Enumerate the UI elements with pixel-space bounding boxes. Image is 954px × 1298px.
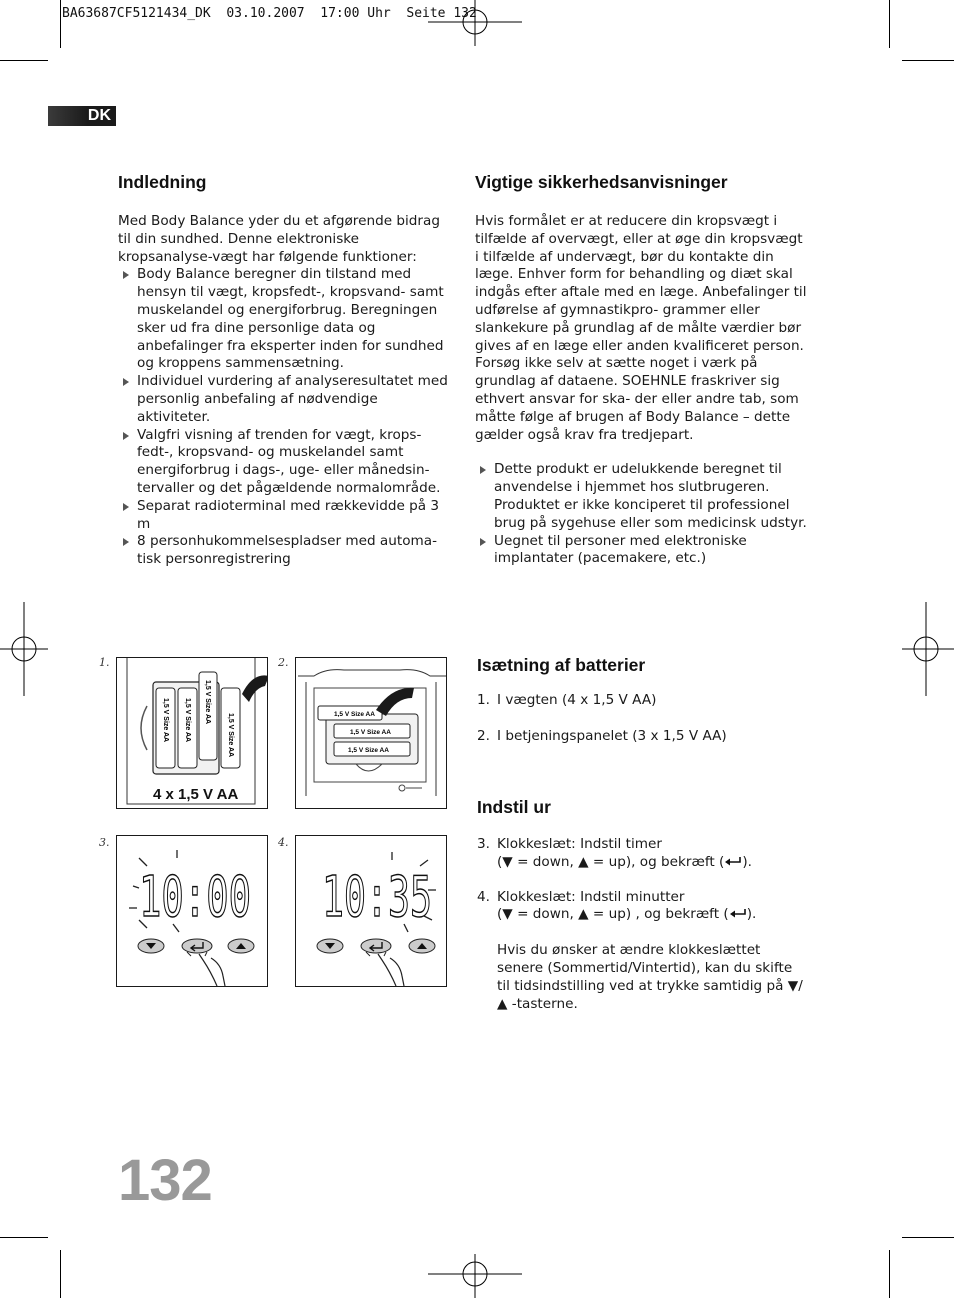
battery-label: 1,5 V Size AA <box>162 698 169 743</box>
clock-time-display: 10:00 <box>139 865 251 930</box>
panel-battery-illustration <box>296 658 446 808</box>
list-item: 8 personhukommelsespladser med automa- tisk personregistrering <box>118 533 448 569</box>
intro-section <box>118 172 448 569</box>
list-item: 2. I betjeningspanelet (3 x 1,5 V AA) <box>477 727 727 744</box>
clock-display-illustration <box>296 836 446 986</box>
safety-title: Vigtige sikkerhedsanvisninger <box>475 172 728 192</box>
scale-battery-illustration <box>117 658 267 808</box>
clock-note: Hvis du ønsker at ændre klokkeslættet senere (Sommertid/Vintertid), kan du skifte til tidsindstilling ved at trykke samtidig på <box>497 942 793 994</box>
battery-label: 1,5 V Size AA <box>334 711 375 718</box>
crop-mark <box>889 1250 890 1298</box>
clock-steps <box>477 836 807 1013</box>
battery-label: 1,5 V Size AA <box>184 698 191 743</box>
enter-icon <box>724 856 742 866</box>
clock-title: Indstil ur <box>477 797 551 817</box>
safety-body: Hvis formålet er at reducere din kropsvægt i tilfælde af overvægt, eller at øge din kropsvægt i tilfælde af undervægt, bør du kontakte din læge. Enhver form for behandling og diæt skal indgås efter aftale med en læge. Anbefalinger til udførelse af gymnastikpro- grammer eller slankekure på grundlag af de målte værdier bør gives af en læge eller anden kvalificeret person. Forsøg ikke selv at sætte noget i værk på grundlag af dataene. SOEHNLE fraskriver sig ethvert ansvar for ska- der eller andre tab, som måtte følge af brugen af Body Balance – dette gælder også krav fra tredjepart. <box>475 213 807 443</box>
battery-label: 1,5 V Size AA <box>227 713 234 758</box>
intro-lead: Med Body Balance yder du et afgørende bidrag til din sundhed. Denne elektroniske kropsanalyse-vægt har følgende funktioner: <box>118 213 440 265</box>
safety-section <box>475 172 807 568</box>
figure-label-1: 1. <box>99 656 110 669</box>
clock-section <box>477 797 807 1013</box>
batteries-title: Isætning af batterier <box>477 655 646 675</box>
crop-mark <box>0 1237 48 1238</box>
list-item: 1. I vægten (4 x 1,5 V AA) <box>477 692 657 708</box>
safety-list <box>475 461 807 568</box>
batteries-section <box>477 655 807 746</box>
crop-mark <box>902 1237 954 1238</box>
figure-panel-batteries <box>295 657 447 809</box>
page-number: 132 <box>118 1148 212 1213</box>
battery-label: 1,5 V Size AA <box>350 729 391 736</box>
figure-label-4: 4. <box>278 836 289 849</box>
battery-label: 1,5 V Size AA <box>348 747 389 754</box>
registration-mark-left <box>0 602 48 696</box>
list-item: 3. Klokkeslæt: Indstil timer (▼ = down, ▲ = up), og bekræft ( ). <box>477 836 752 870</box>
registration-mark-top <box>428 0 522 48</box>
clock-display-illustration <box>117 836 267 986</box>
battery-label: 1,5 V Size AA <box>204 680 211 725</box>
batteries-steps <box>477 692 807 746</box>
enter-icon <box>729 908 747 918</box>
registration-mark-bottom <box>428 1252 522 1298</box>
crop-mark <box>889 0 890 48</box>
figure-caption: 4 x 1,5 V AA <box>153 786 239 803</box>
print-header: BA63687CF5121434_DK 03.10.2007 17:00 Uhr Seite 132 <box>62 6 477 21</box>
figure-label-2: 2. <box>278 656 289 669</box>
language-badge <box>48 106 116 126</box>
list-item: Individuel vurdering af analyseresultatet med personlig anbefaling af nødvendige aktiviteter. <box>118 373 448 426</box>
figure-scale-batteries <box>116 657 268 809</box>
crop-mark <box>60 0 61 48</box>
list-item: Uegnet til personer med elektroniske implantater (pacemakere, etc.) <box>475 533 807 569</box>
clock-time-display: 10:35 <box>322 865 432 930</box>
list-item: Dette produkt er udelukkende beregnet til anvendelse i hjemmet hos slutbrugeren. Produktet er ikke konciperet til professionel brug på sygehuse eller som medicinsk udstyr. <box>475 461 807 532</box>
registration-mark-right <box>902 602 954 696</box>
crop-mark <box>0 60 48 61</box>
language-code: DK <box>87 107 111 124</box>
list-item: Separat radioterminal med rækkevidde på 3 m <box>118 498 448 534</box>
arrow-keys: ▼/▲ <box>497 977 803 1012</box>
list-item: Valgfri visning af trenden for vægt, krops- fedt-, kropsvand- og muskelandel samt energiforbrug i dags-, uge- eller månedsin- tervaller og det pågældende normalområde. <box>118 427 448 498</box>
intro-list <box>118 266 448 569</box>
list-item: Body Balance beregner din tilstand med hensyn til vægt, kropsfedt-, kropsvand- samt muskelandel og energiforbrug. Beregningen sker ud fra dine personlige data og anbefalinger fra eksperter inden for sundhed og kroppens sammensætning. <box>118 266 448 373</box>
crop-mark <box>902 60 954 61</box>
figure-label-3: 3. <box>99 836 110 849</box>
figure-clock-hours <box>116 835 268 987</box>
figure-clock-minutes <box>295 835 447 987</box>
intro-title: Indledning <box>118 172 207 192</box>
list-item: 4. Klokkeslæt: Indstil minutter (▼ = down, ▲ = up) , og bekræft ( ). Hvis du ønsker at ændre klokkeslættet senere (Sommertid/Vintertid), kan du skifte til tidsindstilling ved at trykke samtidig på ▼/▲ -tasterne. <box>477 888 803 1012</box>
crop-mark <box>60 1250 61 1298</box>
